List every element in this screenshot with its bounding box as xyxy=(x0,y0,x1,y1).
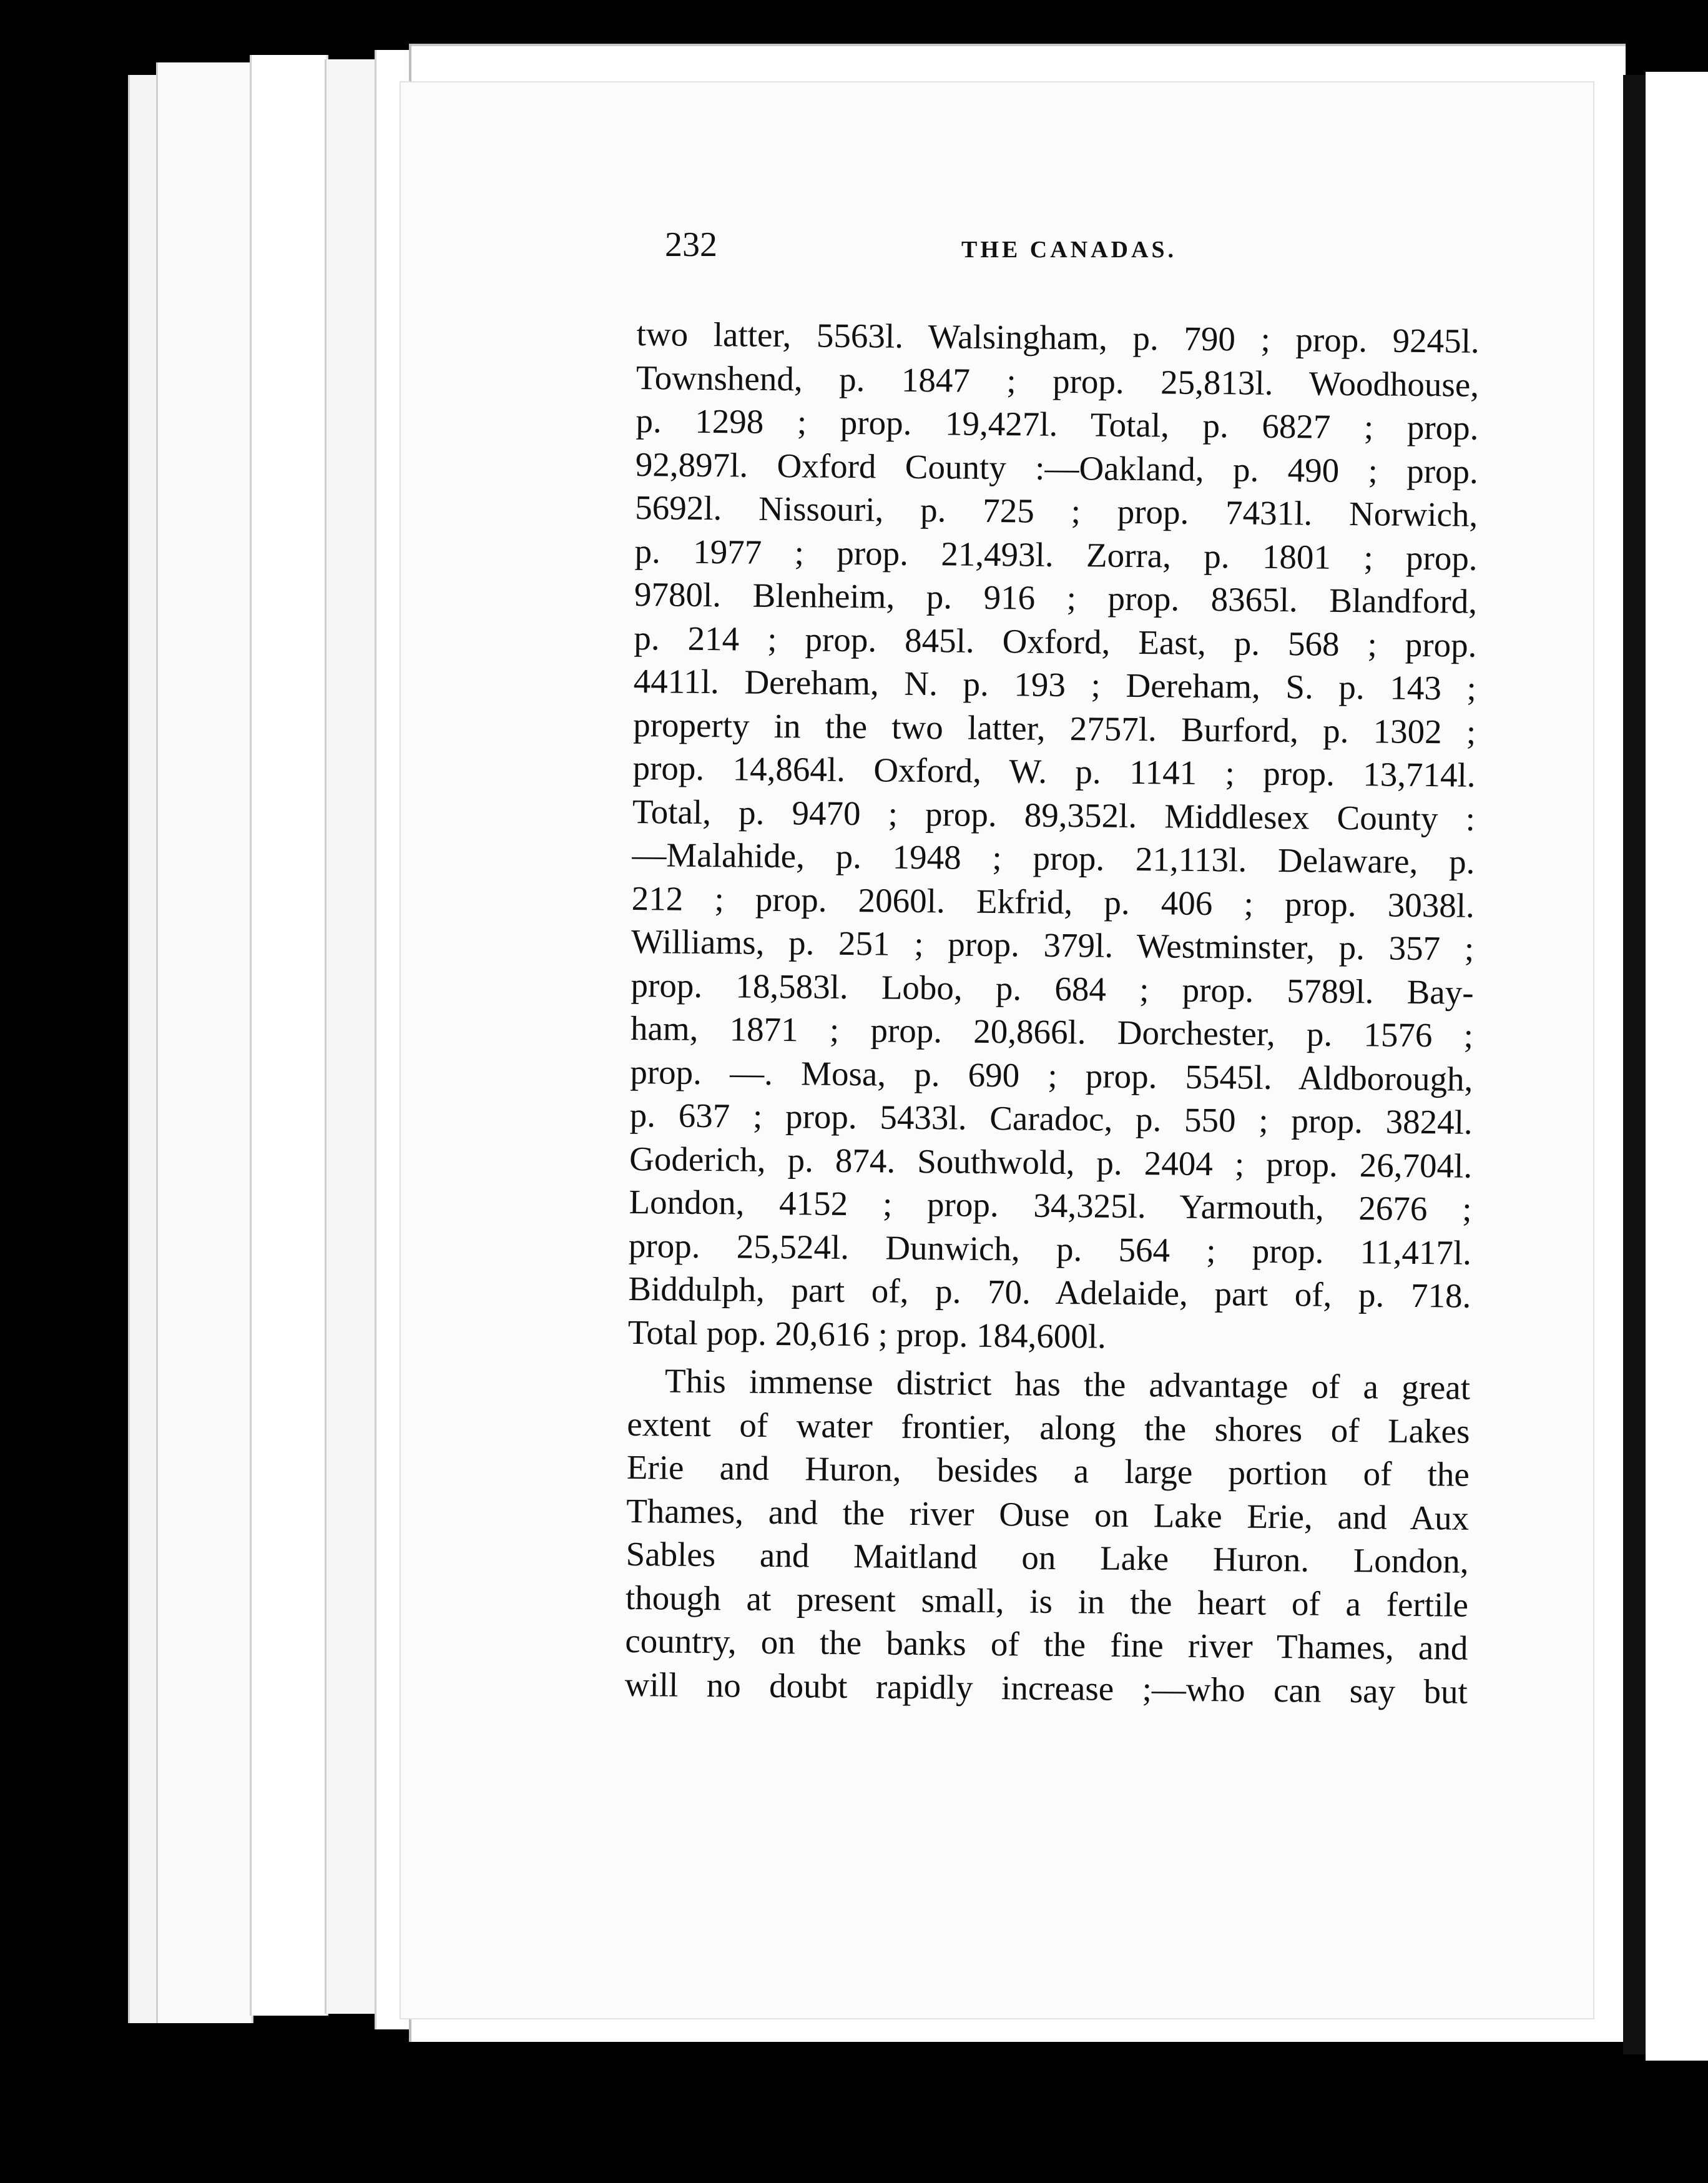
text-line: Goderich, p. 874. Southwold, p. 2404 ; prop. 26,704l. xyxy=(629,1139,1473,1185)
text-line: p. 1298 ; prop. 19,427l. Total, p. 6827 ; prop. xyxy=(636,401,1479,447)
text-line: prop. 14,864l. Oxford, W. p. 1141 ; prop. 13,714l. xyxy=(632,748,1476,794)
text-line: London, 4152 ; prop. 34,325l. Yarmouth, 2676 ; xyxy=(629,1182,1472,1228)
text-line: Biddulph, part of, p. 70. Adelaide, part of, p. 718. xyxy=(628,1269,1471,1315)
text-line: Townshend, p. 1847 ; prop. 25,813l. Woodhouse, xyxy=(636,358,1480,404)
text-line: Erie and Huron, besides a large portion of the xyxy=(626,1447,1470,1494)
facing-page-edge xyxy=(1646,72,1708,2061)
text-line: Total, p. 9470 ; prop. 89,352l. Middlesex County : xyxy=(632,792,1476,838)
page-edge xyxy=(250,55,328,2016)
text-line: Total pop. 20,616 ; prop. 184,600l. xyxy=(627,1313,1107,1356)
text-line: This immense district has the advantage of a great xyxy=(664,1361,1471,1407)
page-number: 232 xyxy=(665,225,717,264)
text-line: ham, 1871 ; prop. 20,866l. Dorchester, p. 1576 ; xyxy=(630,1008,1474,1055)
text-line: two latter, 5563l. Walsingham, p. 790 ; prop. 9245l. xyxy=(636,314,1480,360)
page-edge xyxy=(156,62,253,2023)
text-line: 92,897l. Oxford County :—Oakland, p. 490 ; prop. xyxy=(635,445,1479,491)
text-line: 4411l. Dereham, N. p. 193 ; Dereham, S. p. 143 ; xyxy=(633,661,1477,707)
running-head: THE CANADAS. xyxy=(961,237,1177,263)
book-gutter xyxy=(1623,75,1646,2054)
body-text xyxy=(625,312,1480,1713)
text-line: Thames, and the river Ouse on Lake Erie, and Aux xyxy=(626,1491,1470,1537)
text-line: prop. 18,583l. Lobo, p. 684 ; prop. 5789l. Bay- xyxy=(631,965,1474,1012)
text-line: prop. —. Mosa, p. 690 ; prop. 5545l. Aldborough, xyxy=(630,1052,1473,1098)
text-line: extent of water frontier, along the shores of Lakes xyxy=(627,1404,1470,1451)
text-line: Williams, p. 251 ; prop. 379l. Westminster, p. 357 ; xyxy=(631,922,1475,968)
text-line: p. 637 ; prop. 5433l. Caradoc, p. 550 ; prop. 3824l. xyxy=(629,1095,1473,1141)
text-line: 5692l. Nissouri, p. 725 ; prop. 7431l. Norwich, xyxy=(635,488,1478,534)
text-line: 9780l. Blenheim, p. 916 ; prop. 8365l. Blandford, xyxy=(634,574,1478,621)
text-line: p. 214 ; prop. 845l. Oxford, East, p. 568 ; prop. xyxy=(634,618,1477,664)
text-line: prop. 25,524l. Dunwich, p. 564 ; prop. 11,417l. xyxy=(628,1226,1472,1272)
text-line: property in the two latter, 2757l. Burford, p. 1302 ; xyxy=(632,705,1476,751)
text-line: 212 ; prop. 2060l. Ekfrid, p. 406 ; prop. 3038l. xyxy=(631,879,1475,925)
text-line: will no doubt rapidly increase ;—who can say but xyxy=(624,1665,1468,1711)
text-line: —Malahide, p. 1948 ; prop. 21,113l. Delaware, p. xyxy=(632,835,1475,881)
text-line: country, on the banks of the fine river Thames, and xyxy=(625,1621,1468,1667)
text-line: p. 1977 ; prop. 21,493l. Zorra, p. 1801 ; prop. xyxy=(634,531,1478,578)
page-header xyxy=(665,225,1177,275)
text-line: Sables and Maitland on Lake Huron. London, xyxy=(626,1534,1469,1580)
text-line: though at present small, is in the heart of a fertile xyxy=(625,1578,1469,1624)
